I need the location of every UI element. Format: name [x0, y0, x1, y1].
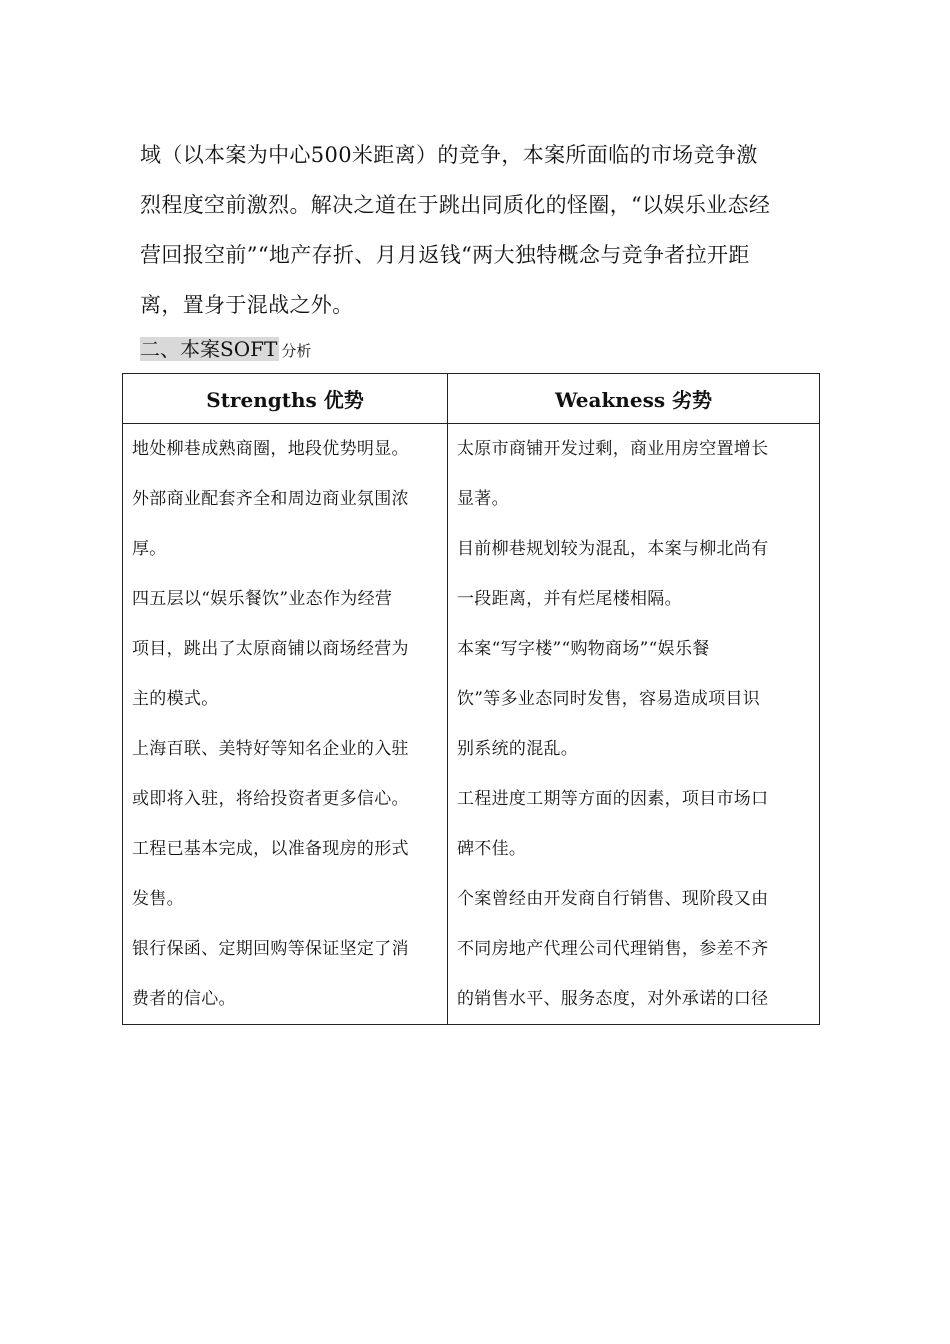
weakness-line: 碑不佳。 — [457, 839, 527, 859]
strengths-cell — [123, 424, 448, 1025]
intro-line: 离，置身于混战之外。 — [140, 293, 354, 317]
weakness-line: 的销售水平、服务态度，对外承诺的口径 — [457, 989, 769, 1009]
strengths-line: 地处柳巷成熟商圈，地段优势明显。 — [132, 439, 409, 459]
strengths-line: 上海百联、美特好等知名企业的入驻 — [132, 739, 409, 759]
strengths-line: 或即将入驻，将给投资者更多信心。 — [132, 789, 409, 809]
weakness-line: 目前柳巷规划较为混乱，本案与柳北尚有 — [457, 539, 769, 559]
intro-paragraph — [140, 130, 820, 330]
strengths-line: 项目，跳出了太原商铺以商场经营为 — [132, 639, 409, 659]
weakness-line: 本案“写字楼”“购物商场”“娱乐餐 — [457, 639, 710, 659]
strengths-line: 银行保函、定期回购等保证坚定了消 — [132, 939, 409, 959]
weakness-line: 别系统的混乱。 — [457, 739, 579, 759]
strengths-line: 工程已基本完成，以准备现房的形式 — [132, 839, 409, 859]
intro-line: 烈程度空前激烈。解决之道在于跳出同质化的怪圈，“以娱乐业态经 — [140, 193, 771, 217]
weakness-line: 饮”等多业态同时发售，容易造成项目识 — [457, 689, 761, 709]
weakness-line: 不同房地产代理公司代理销售，参差不齐 — [457, 939, 769, 959]
weakness-line: 显著。 — [457, 489, 509, 509]
weakness-header: Weakness 劣势 — [448, 374, 820, 424]
strengths-line: 费者的信心。 — [132, 989, 236, 1009]
section-heading-main: 二、本案SOFT — [140, 337, 278, 361]
strengths-line: 四五层以“娱乐餐饮”业态作为经营 — [132, 589, 393, 609]
intro-line: 营回报空前”“地产存折、月月返钱“两大独特概念与竞争者拉开距 — [140, 243, 750, 267]
strengths-line: 主的模式。 — [132, 689, 219, 709]
weakness-line: 个案曾经由开发商自行销售、现阶段又由 — [457, 889, 769, 909]
section-heading — [140, 335, 311, 363]
weakness-line: 一段距离，并有烂尾楼相隔。 — [457, 589, 682, 609]
table-header-row — [123, 374, 820, 424]
strengths-header: Strengths 优势 — [123, 374, 448, 424]
swot-table — [122, 373, 820, 1025]
weakness-line: 太原市商铺开发过剩，商业用房空置增长 — [457, 439, 769, 459]
weakness-line: 工程进度工期等方面的因素，项目市场口 — [457, 789, 769, 809]
section-heading-suffix: 分析 — [281, 342, 312, 360]
strengths-line: 厚。 — [132, 539, 167, 559]
strengths-line: 发售。 — [132, 889, 184, 909]
weakness-cell — [448, 424, 820, 1025]
strengths-line: 外部商业配套齐全和周边商业氛围浓 — [132, 489, 409, 509]
intro-line: 域（以本案为中心500米距离）的竞争，本案所面临的市场竞争激 — [140, 143, 758, 167]
table-row — [123, 424, 820, 1025]
